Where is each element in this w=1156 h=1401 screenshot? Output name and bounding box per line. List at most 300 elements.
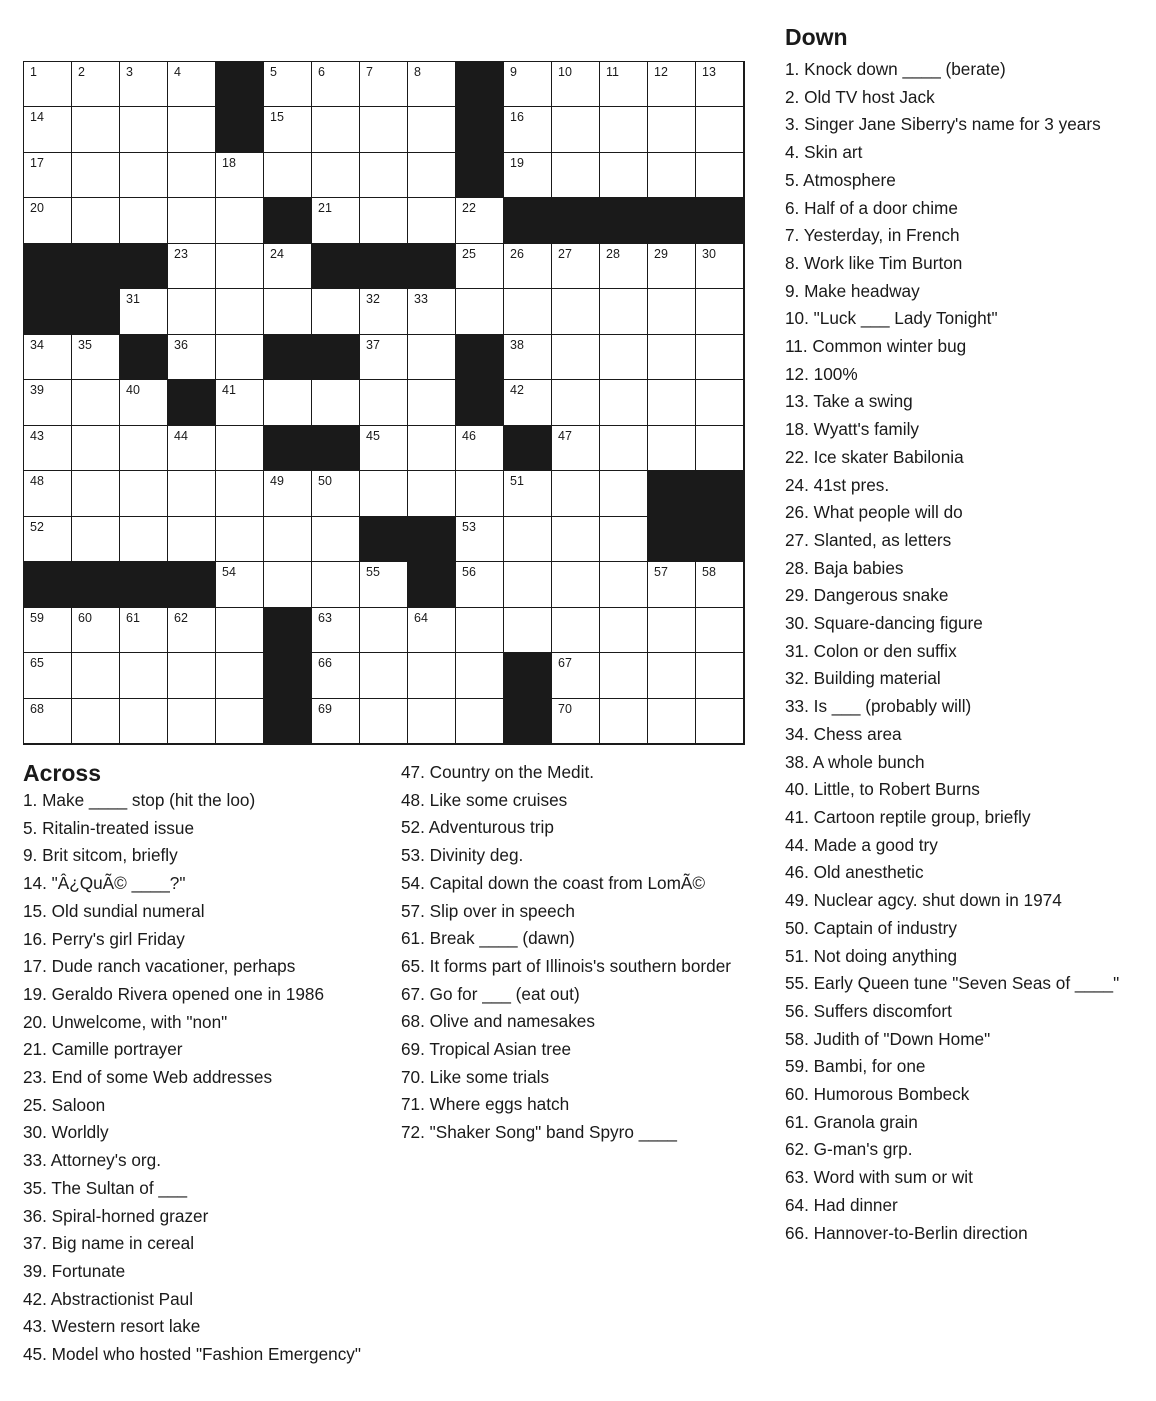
black-square: [456, 62, 504, 107]
grid-cell[interactable]: [24, 653, 72, 698]
grid-cell[interactable]: [120, 471, 168, 516]
grid-cell[interactable]: [456, 699, 504, 744]
grid-cell[interactable]: [552, 289, 600, 334]
grid-cell[interactable]: [408, 62, 456, 107]
clue-number: 46: [462, 428, 476, 443]
grid-cell[interactable]: [168, 107, 216, 152]
grid-cell[interactable]: [216, 426, 264, 471]
black-square: [216, 62, 264, 107]
grid-cell[interactable]: [264, 62, 312, 107]
grid-cell[interactable]: [552, 335, 600, 380]
grid-cell[interactable]: [120, 380, 168, 425]
grid-cell[interactable]: [24, 699, 72, 744]
grid-cell[interactable]: [600, 153, 648, 198]
grid-cell[interactable]: [552, 244, 600, 289]
clue-item: 38. A whole bunch: [785, 751, 925, 772]
grid-cell[interactable]: [408, 653, 456, 698]
clue-number: 8: [414, 65, 421, 79]
grid-cell[interactable]: [456, 608, 504, 653]
grid-cell[interactable]: [648, 62, 696, 107]
grid-cell[interactable]: [168, 471, 216, 516]
clue-number: 10: [558, 65, 572, 79]
clue-number: 34: [30, 337, 44, 352]
clue-number: 28: [606, 246, 620, 261]
grid-cell[interactable]: [456, 562, 504, 607]
grid-cell[interactable]: [552, 562, 600, 607]
grid-cell[interactable]: [72, 426, 120, 471]
grid-cell[interactable]: [72, 198, 120, 243]
grid-cell[interactable]: [264, 562, 312, 607]
grid-cell[interactable]: [120, 289, 168, 334]
grid-cell[interactable]: [648, 608, 696, 653]
black-square: [696, 198, 744, 243]
grid-cell[interactable]: [600, 608, 648, 653]
clue-number: 58: [702, 565, 716, 580]
black-square: [264, 653, 312, 698]
grid-cell[interactable]: [696, 653, 744, 698]
clue-item: 70. Like some trials: [401, 1066, 550, 1087]
clue-item: 15. Old sundial numeral: [23, 900, 205, 921]
clue-item: 4. Skin art: [785, 142, 863, 163]
clue-item: 20. Unwelcome, with "non": [23, 1011, 228, 1032]
grid-cell[interactable]: [216, 153, 264, 198]
grid-cell[interactable]: [216, 699, 264, 744]
clue-number: 26: [510, 246, 524, 261]
grid-cell[interactable]: [312, 198, 360, 243]
black-square: [24, 562, 72, 607]
grid-cell[interactable]: [552, 471, 600, 516]
grid-cell[interactable]: [120, 608, 168, 653]
grid-cell[interactable]: [24, 608, 72, 653]
black-square: [696, 517, 744, 562]
black-square: [264, 426, 312, 471]
clue-number: 21: [318, 201, 332, 216]
grid-cell[interactable]: [312, 653, 360, 698]
clue-number: 40: [126, 383, 140, 398]
grid-cell[interactable]: [408, 699, 456, 744]
grid-cell[interactable]: [264, 289, 312, 334]
grid-cell[interactable]: [648, 107, 696, 152]
clue-number: 39: [30, 383, 44, 398]
clue-item: 69. Tropical Asian tree: [401, 1039, 572, 1060]
grid-cell[interactable]: [648, 335, 696, 380]
grid-cell[interactable]: [552, 608, 600, 653]
grid-cell[interactable]: [264, 244, 312, 289]
clue-number: 69: [318, 701, 332, 716]
grid-cell[interactable]: [456, 198, 504, 243]
grid-cell[interactable]: [552, 380, 600, 425]
black-square: [24, 244, 72, 289]
grid-cell[interactable]: [312, 107, 360, 152]
grid-cell[interactable]: [24, 471, 72, 516]
black-square: [408, 517, 456, 562]
grid-cell[interactable]: [216, 517, 264, 562]
grid-cell[interactable]: [360, 562, 408, 607]
grid-cell[interactable]: [600, 653, 648, 698]
clue-number: 24: [270, 246, 284, 261]
grid-cell[interactable]: [168, 244, 216, 289]
grid-cell[interactable]: [168, 608, 216, 653]
grid-cell[interactable]: [360, 653, 408, 698]
clue-number: 51: [510, 474, 524, 489]
grid-cell[interactable]: [600, 699, 648, 744]
grid-cell[interactable]: [216, 380, 264, 425]
grid-cell[interactable]: [72, 653, 120, 698]
grid-cell[interactable]: [408, 471, 456, 516]
grid-cell[interactable]: [120, 517, 168, 562]
black-square: [504, 198, 552, 243]
black-square: [168, 562, 216, 607]
grid-cell[interactable]: [24, 426, 72, 471]
grid-cell[interactable]: [696, 62, 744, 107]
grid-cell[interactable]: [456, 426, 504, 471]
grid-cell[interactable]: [312, 562, 360, 607]
grid-cell[interactable]: [120, 153, 168, 198]
grid-cell[interactable]: [504, 380, 552, 425]
clue-item: 54. Capital down the coast from LomÃ©: [401, 872, 706, 893]
clue-number: 63: [318, 610, 332, 625]
grid-cell[interactable]: [168, 335, 216, 380]
grid-cell[interactable]: [312, 517, 360, 562]
grid-cell[interactable]: [120, 198, 168, 243]
grid-cell[interactable]: [408, 608, 456, 653]
grid-cell[interactable]: [504, 62, 552, 107]
grid-cell[interactable]: [456, 471, 504, 516]
clue-item: 18. Wyatt's family: [785, 419, 919, 440]
grid-cell[interactable]: [648, 699, 696, 744]
black-square: [456, 153, 504, 198]
clue-number: 20: [30, 201, 44, 216]
across-clue-list-left: [23, 787, 373, 1369]
black-square: [360, 244, 408, 289]
grid-cell[interactable]: [696, 608, 744, 653]
grid-cell[interactable]: [72, 608, 120, 653]
grid-cell[interactable]: [696, 380, 744, 425]
grid-cell[interactable]: [648, 562, 696, 607]
grid-cell[interactable]: [504, 244, 552, 289]
grid-cell[interactable]: [504, 153, 552, 198]
grid-cell[interactable]: [168, 426, 216, 471]
clue-item: 47. Country on the Medit.: [401, 762, 594, 782]
grid-cell[interactable]: [216, 608, 264, 653]
grid-cell[interactable]: [216, 244, 264, 289]
grid-cell[interactable]: [216, 653, 264, 698]
black-square: [456, 380, 504, 425]
black-square: [552, 198, 600, 243]
clue-item: 26. What people will do: [785, 502, 963, 523]
grid-cell[interactable]: [72, 107, 120, 152]
grid-cell[interactable]: [504, 335, 552, 380]
clue-item: 5. Atmosphere: [785, 169, 896, 190]
grid-cell[interactable]: [552, 426, 600, 471]
grid-cell[interactable]: [216, 471, 264, 516]
grid-cell[interactable]: [552, 153, 600, 198]
clue-number: 53: [462, 519, 476, 534]
down-heading: Down: [785, 24, 848, 50]
clue-item: 50. Captain of industry: [785, 917, 957, 938]
clue-number: 45: [366, 428, 380, 443]
grid-cell[interactable]: [552, 699, 600, 744]
grid-cell[interactable]: [24, 153, 72, 198]
clue-item: 34. Chess area: [785, 723, 902, 744]
grid-cell[interactable]: [360, 335, 408, 380]
grid-cell[interactable]: [600, 335, 648, 380]
grid-cell[interactable]: [408, 380, 456, 425]
clue-item: 61. Granola grain: [785, 1111, 918, 1132]
grid-cell[interactable]: [600, 426, 648, 471]
grid-cell[interactable]: [408, 198, 456, 243]
grid-cell[interactable]: [648, 289, 696, 334]
across-heading: Across: [23, 760, 101, 786]
grid-cell[interactable]: [552, 517, 600, 562]
grid-cell[interactable]: [312, 380, 360, 425]
grid-cell[interactable]: [264, 517, 312, 562]
black-square: [456, 335, 504, 380]
clue-item: 63. Word with sum or wit: [785, 1167, 973, 1188]
grid-cell[interactable]: [72, 335, 120, 380]
grid-cell[interactable]: [696, 426, 744, 471]
black-square: [648, 517, 696, 562]
clue-number: 65: [30, 656, 44, 671]
clue-item: 56. Suffers discomfort: [785, 1000, 952, 1021]
grid-cell[interactable]: [360, 62, 408, 107]
clue-item: 22. Ice skater Babilonia: [785, 446, 964, 467]
clue-item: 44. Made a good try: [785, 834, 938, 855]
grid-cell[interactable]: [456, 244, 504, 289]
grid-cell[interactable]: [168, 289, 216, 334]
clue-number: 43: [30, 428, 44, 443]
grid-cell[interactable]: [264, 380, 312, 425]
grid-cell[interactable]: [696, 289, 744, 334]
grid-cell[interactable]: [216, 289, 264, 334]
grid-cell[interactable]: [456, 289, 504, 334]
grid-cell[interactable]: [120, 62, 168, 107]
grid-cell[interactable]: [216, 198, 264, 243]
grid-cell[interactable]: [696, 107, 744, 152]
grid-cell[interactable]: [360, 608, 408, 653]
clue-number: 37: [366, 337, 380, 352]
black-square: [408, 562, 456, 607]
grid-cell[interactable]: [360, 426, 408, 471]
clue-item: 71. Where eggs hatch: [401, 1094, 570, 1115]
grid-cell[interactable]: [408, 289, 456, 334]
clue-item: 1. Make ____ stop (hit the loo): [23, 790, 256, 810]
grid-cell[interactable]: [504, 517, 552, 562]
grid-cell[interactable]: [408, 426, 456, 471]
black-square: [504, 699, 552, 744]
grid-cell[interactable]: [696, 335, 744, 380]
grid-cell[interactable]: [600, 62, 648, 107]
clue-number: 27: [558, 246, 572, 261]
grid-cell[interactable]: [120, 107, 168, 152]
clue-item: 31. Colon or den suffix: [785, 640, 957, 661]
grid-cell[interactable]: [168, 153, 216, 198]
clue-number: 1: [30, 65, 37, 79]
clue-number: 55: [366, 565, 380, 580]
clue-number: 57: [654, 565, 668, 580]
grid-cell[interactable]: [696, 244, 744, 289]
grid-cell[interactable]: [360, 289, 408, 334]
grid-cell[interactable]: [312, 471, 360, 516]
grid-cell[interactable]: [456, 653, 504, 698]
grid-cell[interactable]: [552, 653, 600, 698]
grid-cell[interactable]: [120, 653, 168, 698]
grid-cell[interactable]: [696, 699, 744, 744]
grid-cell[interactable]: [72, 699, 120, 744]
grid-cell[interactable]: [504, 562, 552, 607]
grid-cell[interactable]: [72, 380, 120, 425]
clue-item: 12. 100%: [785, 363, 858, 384]
grid-cell[interactable]: [312, 153, 360, 198]
grid-cell[interactable]: [408, 107, 456, 152]
grid-cell[interactable]: [600, 244, 648, 289]
grid-cell[interactable]: [312, 62, 360, 107]
grid-cell[interactable]: [360, 471, 408, 516]
grid-cell[interactable]: [408, 335, 456, 380]
grid-cell[interactable]: [648, 244, 696, 289]
clue-number: 35: [78, 337, 92, 352]
grid-cell[interactable]: [312, 608, 360, 653]
grid-cell[interactable]: [648, 426, 696, 471]
clue-item: 48. Like some cruises: [401, 789, 568, 810]
black-square: [264, 608, 312, 653]
grid-cell[interactable]: [600, 107, 648, 152]
clue-item: 14. "Â¿QuÃ© ____?": [23, 873, 186, 894]
grid-cell[interactable]: [504, 289, 552, 334]
grid-cell[interactable]: [72, 153, 120, 198]
grid-cell[interactable]: [24, 335, 72, 380]
grid-cell[interactable]: [168, 62, 216, 107]
grid-cell[interactable]: [648, 653, 696, 698]
clue-item: 37. Big name in cereal: [23, 1233, 195, 1254]
grid-cell[interactable]: [360, 153, 408, 198]
clue-number: 62: [174, 610, 188, 625]
grid-cell[interactable]: [600, 289, 648, 334]
clue-item: 66. Hannover-to-Berlin direction: [785, 1222, 1028, 1243]
clue-item: 45. Model who hosted "Fashion Emergency": [23, 1344, 361, 1365]
black-square: [648, 198, 696, 243]
clue-number: 33: [414, 292, 428, 307]
grid-cell[interactable]: [648, 153, 696, 198]
grid-cell[interactable]: [120, 699, 168, 744]
grid-cell[interactable]: [168, 517, 216, 562]
clue-number: 56: [462, 565, 476, 580]
clue-item: 23. End of some Web addresses: [23, 1067, 273, 1088]
grid-cell[interactable]: [360, 107, 408, 152]
grid-cell[interactable]: [504, 107, 552, 152]
grid-cell[interactable]: [456, 517, 504, 562]
grid-cell[interactable]: [360, 380, 408, 425]
black-square: [72, 244, 120, 289]
grid-cell[interactable]: [216, 335, 264, 380]
black-square: [504, 426, 552, 471]
grid-cell[interactable]: [552, 107, 600, 152]
clue-number: 49: [270, 474, 284, 489]
grid-cell[interactable]: [72, 517, 120, 562]
black-square: [168, 380, 216, 425]
clue-number: 48: [30, 474, 44, 489]
grid-cell[interactable]: [24, 198, 72, 243]
clue-item: 21. Camille portrayer: [23, 1039, 183, 1060]
clue-number: 15: [270, 110, 284, 125]
clue-item: 7. Yesterday, in French: [785, 225, 960, 246]
clue-item: 49. Nuclear agcy. shut down in 1974: [785, 890, 1062, 911]
grid-cell[interactable]: [120, 426, 168, 471]
grid-cell[interactable]: [24, 62, 72, 107]
clue-number: 47: [558, 428, 572, 443]
clue-number: 16: [510, 110, 524, 125]
black-square: [120, 335, 168, 380]
clue-number: 2: [78, 65, 85, 79]
grid-cell[interactable]: [312, 289, 360, 334]
clue-number: 3: [126, 65, 133, 79]
clue-number: 6: [318, 65, 325, 79]
grid-cell[interactable]: [648, 380, 696, 425]
grid-cell[interactable]: [24, 107, 72, 152]
black-square: [600, 198, 648, 243]
grid-cell[interactable]: [168, 198, 216, 243]
grid-cell[interactable]: [600, 562, 648, 607]
clue-item: 10. "Luck ___ Lady Tonight": [785, 308, 998, 329]
grid-cell[interactable]: [264, 107, 312, 152]
grid-cell[interactable]: [24, 517, 72, 562]
grid-cell[interactable]: [72, 471, 120, 516]
grid-cell[interactable]: [504, 471, 552, 516]
grid-cell[interactable]: [504, 608, 552, 653]
clue-number: 50: [318, 474, 332, 489]
black-square: [264, 699, 312, 744]
clue-item: 28. Baja babies: [785, 557, 904, 578]
clue-item: 59. Bambi, for one: [785, 1056, 926, 1077]
clue-item: 72. "Shaker Song" band Spyro ____: [401, 1122, 677, 1143]
clue-item: 39. Fortunate: [23, 1260, 126, 1281]
clue-number: 41: [222, 383, 236, 398]
grid-cell[interactable]: [72, 62, 120, 107]
clue-item: 19. Geraldo Rivera opened one in 1986: [23, 983, 324, 1004]
grid-cell[interactable]: [696, 562, 744, 607]
grid-cell[interactable]: [360, 699, 408, 744]
grid-cell[interactable]: [264, 153, 312, 198]
clue-number: 14: [30, 110, 44, 125]
grid-cell[interactable]: [312, 699, 360, 744]
clue-item: 13. Take a swing: [785, 391, 913, 412]
black-square: [72, 562, 120, 607]
clue-number: 61: [126, 610, 140, 625]
grid-cell[interactable]: [552, 62, 600, 107]
clue-item: 60. Humorous Bombeck: [785, 1084, 970, 1105]
grid-cell[interactable]: [264, 471, 312, 516]
grid-cell[interactable]: [600, 471, 648, 516]
grid-cell[interactable]: [168, 653, 216, 698]
clue-item: 30. Square-dancing figure: [785, 613, 983, 634]
grid-cell[interactable]: [408, 153, 456, 198]
grid-cell[interactable]: [360, 198, 408, 243]
clue-number: 5: [270, 65, 277, 79]
clue-item: 33. Is ___ (probably will): [785, 696, 972, 717]
grid-cell[interactable]: [216, 562, 264, 607]
clue-number: 32: [366, 292, 380, 307]
grid-cell[interactable]: [168, 699, 216, 744]
clue-number: 31: [126, 292, 140, 307]
grid-cell[interactable]: [600, 517, 648, 562]
clue-item: 8. Work like Tim Burton: [785, 252, 963, 273]
down-clue-list: [785, 56, 1145, 1247]
clue-number: 59: [30, 610, 44, 625]
black-square: [456, 107, 504, 152]
grid-cell[interactable]: [600, 380, 648, 425]
grid-cell[interactable]: [24, 380, 72, 425]
grid-cell[interactable]: [696, 153, 744, 198]
